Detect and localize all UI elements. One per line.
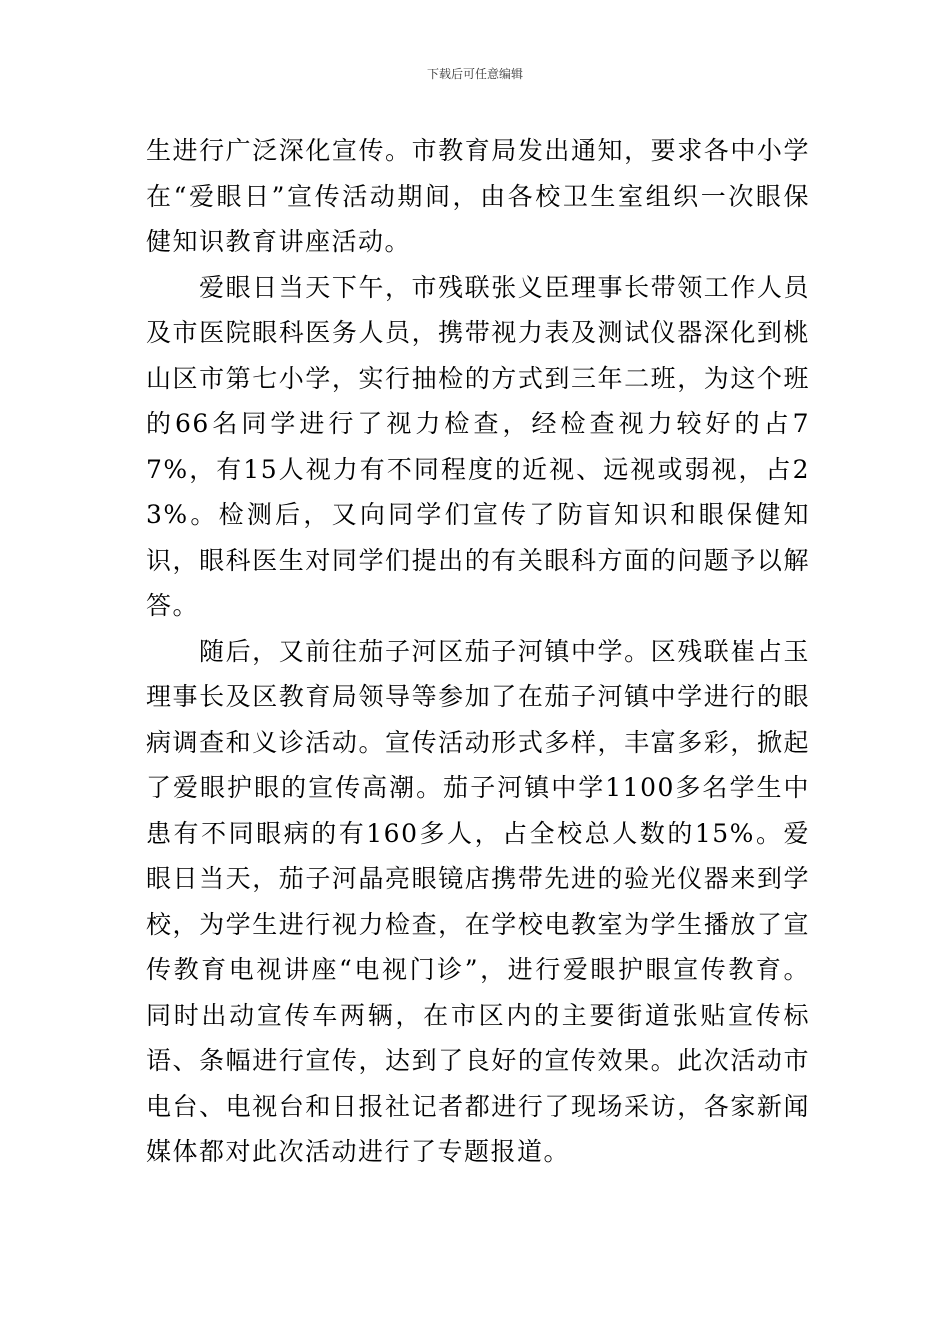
paragraph-qiezihe-school: 随后，又前往茄子河区茄子河镇中学。区残联崔占玉理事长及区教育局领导等参加了在茄子河镇中学进行的眼病调查和义诊活动。宣传活动形式多样，丰富多彩，掀起了爱眼护眼的宣传高潮。茄子河镇中学1100多名学生中患有不同眼病的有160多人，占全校总人数的15%。爱眼日当天，茄子河晶亮眼镜店携带先进的验光仪器来到学校，为学生进行视力检查，在学校电教室为学生播放了宣传教育电视讲座“电视门诊”，进行爱眼护眼宣传教育。同时出动宣传车两辆，在市区内的主要街道张贴宣传标语、条幅进行宣传，达到了良好的宣传效果。此次活动市电台、电视台和日报社记者都进行了现场采访，各家新闻媒体都对此次活动进行了专题报道。 xyxy=(146,636,810,1166)
paragraph-continuation: 生进行广泛深化宣传。市教育局发出通知，要求各中小学在“爱眼日”宣传活动期间，由各校卫生室组织一次眼保健知识教育讲座活动。 xyxy=(146,136,810,256)
document-body xyxy=(146,128,810,1175)
page-header-note: 下载后可任意编辑 xyxy=(426,67,523,81)
paragraph-eye-day-afternoon: 爱眼日当天下午，市残联张义臣理事长带领工作人员及市医院眼科医务人员，携带视力表及测试仪器深化到桃山区市第七小学，实行抽检的方式到三年二班，为这个班的66名同学进行了视力检查，经检查视力较好的占77%，有15人视力有不同程度的近视、远视或弱视，占23%。检测后，又向同学们宣传了防盲知识和眼保健知识，眼科医生对同学们提出的有关眼科方面的问题予以解答。 xyxy=(146,272,810,620)
